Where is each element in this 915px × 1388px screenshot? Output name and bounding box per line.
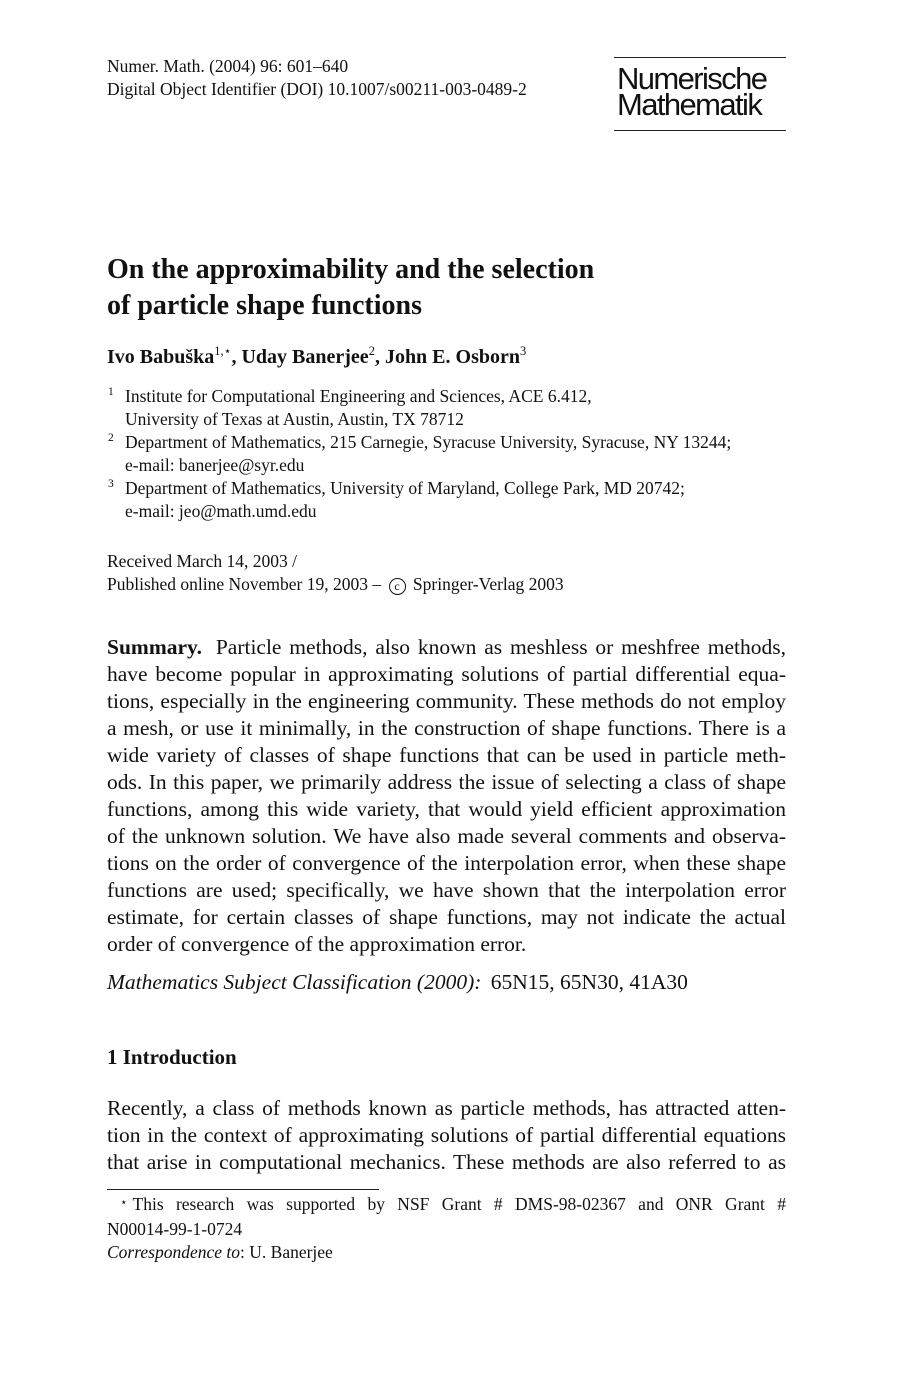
paper-title (107, 252, 594, 324)
summary-line: estimate, for certain classes of shape functions, may not indicate the actual (107, 905, 786, 929)
summary-line: have become popular in approximating solutions of partial differential equa- (107, 662, 786, 686)
affiliation-line: University of Texas at Austin, Austin, TX 78712 (125, 409, 464, 429)
intro-paragraph (107, 1095, 786, 1176)
footnote-rule (107, 1189, 379, 1190)
author-mark: 3 (520, 344, 527, 358)
summary-line: functions, among this wide variety, that would yield efficient approximation (107, 797, 786, 821)
summary-line: wide variety of classes of shape functions that can be used in particle meth- (107, 743, 786, 767)
received-date: Received March 14, 2003 / (107, 551, 298, 571)
section-heading: 1 Introduction (107, 1045, 237, 1069)
affiliation-number: 3 (108, 478, 114, 490)
author-list (107, 344, 526, 372)
summary-line: tions, especially in the engineering community. These methods do not employ (107, 689, 786, 713)
affiliation-line: Institute for Computational Engineering and Sciences, ACE 6.412, (125, 386, 592, 406)
intro-line: Recently, a class of methods known as particle methods, has attracted atten- (107, 1096, 786, 1120)
intro-line: that arise in computational mechanics. These methods are also referred to as (107, 1150, 786, 1174)
footnote-line: N00014-99-1-0724 (107, 1219, 243, 1239)
affiliation-number: 1 (108, 386, 114, 398)
summary-line: of the unknown solution. We have also made several comments and observa- (107, 824, 786, 848)
copyright-icon: c (389, 578, 406, 595)
correspondence-label: Correspondence to (107, 1242, 241, 1262)
author-separator: , (231, 346, 242, 368)
title-line: On the approximability and the selection (107, 254, 595, 285)
publisher: Springer-Verlag 2003 (412, 574, 564, 594)
summary-line (107, 634, 786, 661)
summary-paragraph (107, 634, 786, 958)
msc-label: Mathematics Subject Classification (2000): (107, 970, 482, 994)
published-date: Published online November 19, 2003 – (107, 574, 382, 594)
summary-line: ods. In this paper, we primarily address the issue of selecting a class of shape (107, 770, 786, 794)
journal-logo (614, 57, 786, 131)
summary-line: tions on the order of convergence of the interpolation error, when these shape (107, 851, 786, 875)
correspondence-line (107, 1241, 786, 1264)
author-name: Ivo Babuška (107, 346, 215, 368)
affiliation (107, 431, 797, 477)
running-header (107, 55, 527, 101)
summary-line: functions are used; specifically, we have shown that the interpolation error (107, 878, 786, 902)
affiliation (107, 477, 797, 523)
msc-codes: 65N15, 65N30, 41A30 (490, 970, 688, 994)
correspondence-value: : U. Banerjee (240, 1242, 333, 1262)
author-mark: 2 (368, 344, 375, 358)
title-line: of particle shape functions (107, 290, 422, 321)
affiliations (107, 385, 797, 523)
citation: Numer. Math. (2004) 96: 601–640 (107, 56, 349, 76)
affiliation-line: e-mail: jeo@math.umd.edu (125, 501, 317, 521)
summary-line: a mesh, or use it minimally, in the construction of shape functions. There is a (107, 716, 786, 740)
summary-line: order of convergence of the approximation error. (107, 932, 527, 956)
summary-label: Summary. (107, 635, 202, 659)
affiliation-line: Department of Mathematics, University of Maryland, College Park, MD 20742; (125, 478, 685, 498)
star-icon: ⋆ (120, 1195, 128, 1209)
affiliation-line: Department of Mathematics, 215 Carnegie, Syracuse University, Syracuse, NY 13244; (125, 432, 732, 452)
affiliation-number: 2 (108, 432, 114, 444)
author-name: John E. Osborn (384, 346, 520, 368)
author-separator: , (374, 346, 385, 368)
footnote-line (107, 1193, 786, 1218)
journal-logo-line1: Numerische (617, 61, 767, 96)
affiliation (107, 385, 797, 431)
doi: Digital Object Identifier (DOI) 10.1007/s00211-003-0489-2 (107, 79, 527, 99)
intro-line: tion in the context of approximating solutions of partial differential equations (107, 1123, 786, 1147)
subject-classification (107, 969, 688, 996)
author-mark: 1,⋆ (214, 344, 232, 358)
summary-text: Particle methods, also known as meshless or meshfree methods, (215, 635, 787, 659)
footnote (107, 1193, 786, 1264)
affiliation-line: e-mail: banerjee@syr.edu (125, 455, 305, 475)
published-date-line (107, 573, 564, 596)
author-name: Uday Banerjee (241, 346, 369, 368)
publication-dates (107, 550, 564, 596)
journal-logo-line2: Mathematik (617, 87, 762, 122)
footnote-text: This research was supported by NSF Grant # DMS-98-02367 and ONR Grant # (132, 1194, 786, 1214)
